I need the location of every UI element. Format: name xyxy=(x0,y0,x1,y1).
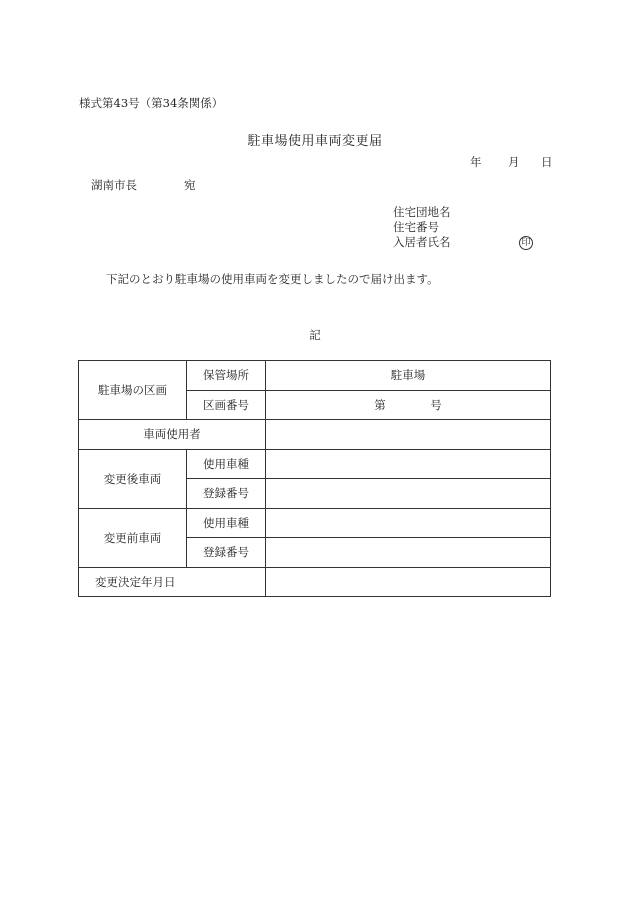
seal-mark: 印 xyxy=(519,236,533,250)
housing-complex-label: 住宅団地名 xyxy=(393,205,451,219)
ki-heading: 記 xyxy=(309,328,321,342)
applicant-block xyxy=(393,205,451,250)
after-registration-label: 登録番号 xyxy=(187,479,266,509)
storage-location-value: 駐車場 xyxy=(266,361,551,391)
vehicle-user-label: 車両使用者 xyxy=(79,420,266,450)
before-change-header: 変更前車両 xyxy=(79,508,187,567)
addressee-honorific: 宛 xyxy=(184,178,196,192)
before-registration-field[interactable] xyxy=(266,538,551,568)
vehicle-user-field[interactable] xyxy=(266,420,551,450)
date-year-label: 年 xyxy=(470,155,482,169)
before-vehicle-type-field[interactable] xyxy=(266,508,551,538)
form-number: 様式第43号（第34条関係） xyxy=(79,96,224,110)
resident-name-label: 入居者氏名 xyxy=(393,235,451,249)
after-vehicle-type-field[interactable] xyxy=(266,449,551,479)
decision-date-field[interactable] xyxy=(266,567,551,597)
table-row xyxy=(79,420,551,450)
table-row xyxy=(79,361,551,391)
date-day-label: 日 xyxy=(541,155,553,169)
table-row xyxy=(79,567,551,597)
addressee-name: 湖南市長 xyxy=(91,178,137,192)
after-registration-field[interactable] xyxy=(266,479,551,509)
section-number-label: 区画番号 xyxy=(187,390,266,420)
after-vehicle-type-label: 使用車種 xyxy=(187,449,266,479)
section-number-prefix: 第 xyxy=(374,397,386,412)
table-row xyxy=(79,508,551,538)
parking-section-header: 駐車場の区画 xyxy=(79,361,187,420)
form-title: 駐車場使用車両変更届 xyxy=(247,134,383,149)
housing-number-label: 住宅番号 xyxy=(393,220,439,234)
section-number-value xyxy=(266,390,551,420)
after-change-header: 変更後車両 xyxy=(79,449,187,508)
table-row xyxy=(79,449,551,479)
storage-location-label: 保管場所 xyxy=(187,361,266,391)
section-number-suffix: 号 xyxy=(430,397,442,412)
before-registration-label: 登録番号 xyxy=(187,538,266,568)
before-vehicle-type-label: 使用車種 xyxy=(187,508,266,538)
date-month-label: 月 xyxy=(508,155,520,169)
intro-text: 下記のとおり駐車場の使用車両を変更しましたので届け出ます。 xyxy=(106,272,439,286)
detail-table xyxy=(78,360,551,597)
decision-date-label: 変更決定年月日 xyxy=(79,567,266,597)
